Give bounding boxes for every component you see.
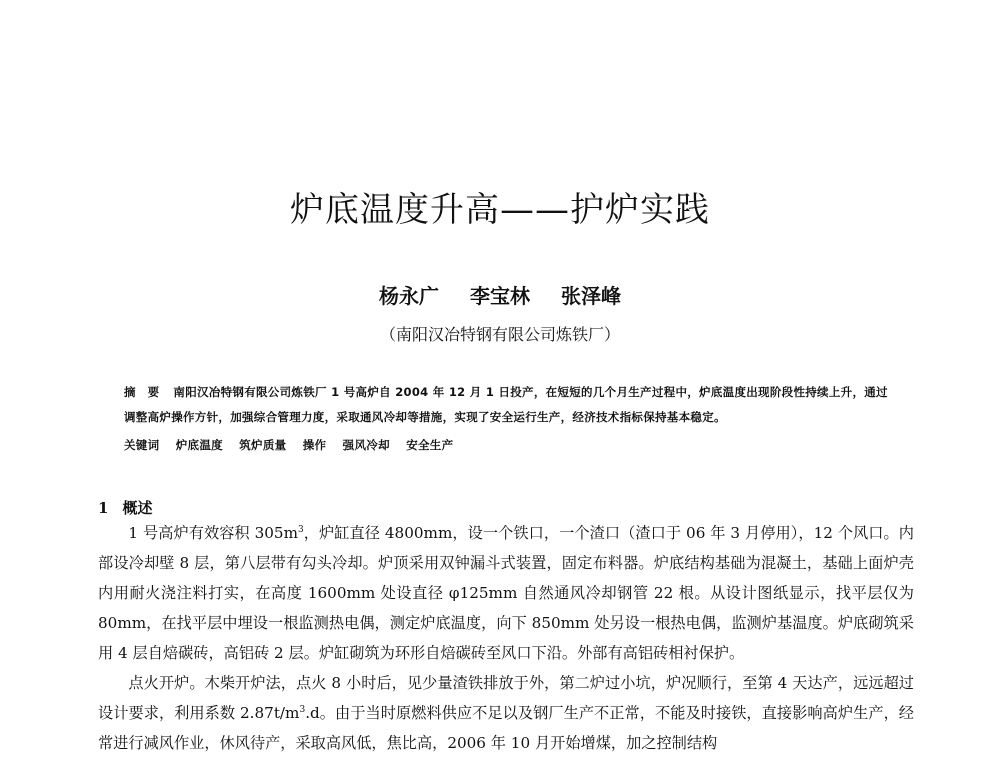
paper-title: 炉底温度升高——护炉实践 bbox=[290, 190, 710, 230]
keyword: 强风冷却 bbox=[342, 438, 390, 452]
abstract-label: 摘 要 bbox=[124, 385, 160, 399]
keyword: 炉底温度 bbox=[175, 438, 223, 452]
body-paragraph bbox=[98, 668, 914, 758]
body-paragraph bbox=[98, 518, 914, 668]
para-text: 点火开炉。木柴开炉法，点火 8 小时后，见少量渣铁排放于外，第二炉过小坑，炉况顺行，至第 4 天达产，远远超过设计要求，利用系数 2.87t/m bbox=[98, 674, 914, 722]
author-name: 张泽峰 bbox=[560, 284, 621, 308]
superscript: 3 bbox=[299, 704, 306, 715]
para-text: .d。由于当时原燃料供应不足以及钢厂生产不正常，不能及时接铁，直接影响高炉生产，经常进行减风作业，休风待产，采取高风低，焦比高，2006 年 10 月开始增煤，加之控制结构 bbox=[98, 704, 914, 752]
keywords-label: 关键词 bbox=[124, 438, 160, 452]
para-text: ，炉缸直径 4800mm，设一个铁口，一个渣口（渣口于 06 年 3 月停用），12 个风口。内部设冷却壁 8 层，第八层带有勾头冷却。炉顶采用双钟漏斗式装置，固定布料器。炉底结构基础为混凝土，基础上面炉壳内用耐火浇注料打实，在高度 1600mm 处设直径 φ125mm 自然通风冷却钢管 22 根。从设计图纸显示，找平层仅为 80mm，在找平层中埋设一根监测热电偶，测定炉底温度，向下 850mm 处另设一根热电偶，监测炉基温度。炉底砌筑采用 4 层自焙碳砖，高铝砖 2 层。炉缸砌筑为环形自焙碳砖至风口下沿。外部有高铝砖相衬保护。 bbox=[98, 524, 914, 662]
author-list bbox=[0, 280, 1000, 309]
section-heading bbox=[98, 497, 152, 518]
keyword: 操作 bbox=[302, 438, 327, 452]
section-title: 概述 bbox=[122, 499, 153, 517]
author-affiliation: （南阳汉冶特钢有限公司炼铁厂） bbox=[379, 325, 620, 344]
abstract-text: 南阳汉冶特钢有限公司炼铁厂 1 号高炉自 2004 年 12 月 1 日投产，在短短的几个月生产过程中，炉底温度出现阶段性持续上升，通过调整高炉操作方针，加强综合管理力度，采取通风冷却等措施，实现了安全运行生产，经济技术指标保持基本稳定。 bbox=[124, 385, 888, 424]
author-name: 杨永广 bbox=[379, 284, 440, 308]
author-name: 李宝林 bbox=[470, 284, 530, 308]
keyword: 筑炉质量 bbox=[239, 438, 287, 452]
keywords bbox=[124, 437, 894, 453]
para-text: 1 号高炉有效容积 305m bbox=[128, 524, 298, 542]
superscript: 3 bbox=[297, 524, 304, 535]
keyword: 安全生产 bbox=[406, 438, 454, 452]
abstract bbox=[124, 380, 894, 430]
section-number: 1 bbox=[98, 499, 109, 517]
